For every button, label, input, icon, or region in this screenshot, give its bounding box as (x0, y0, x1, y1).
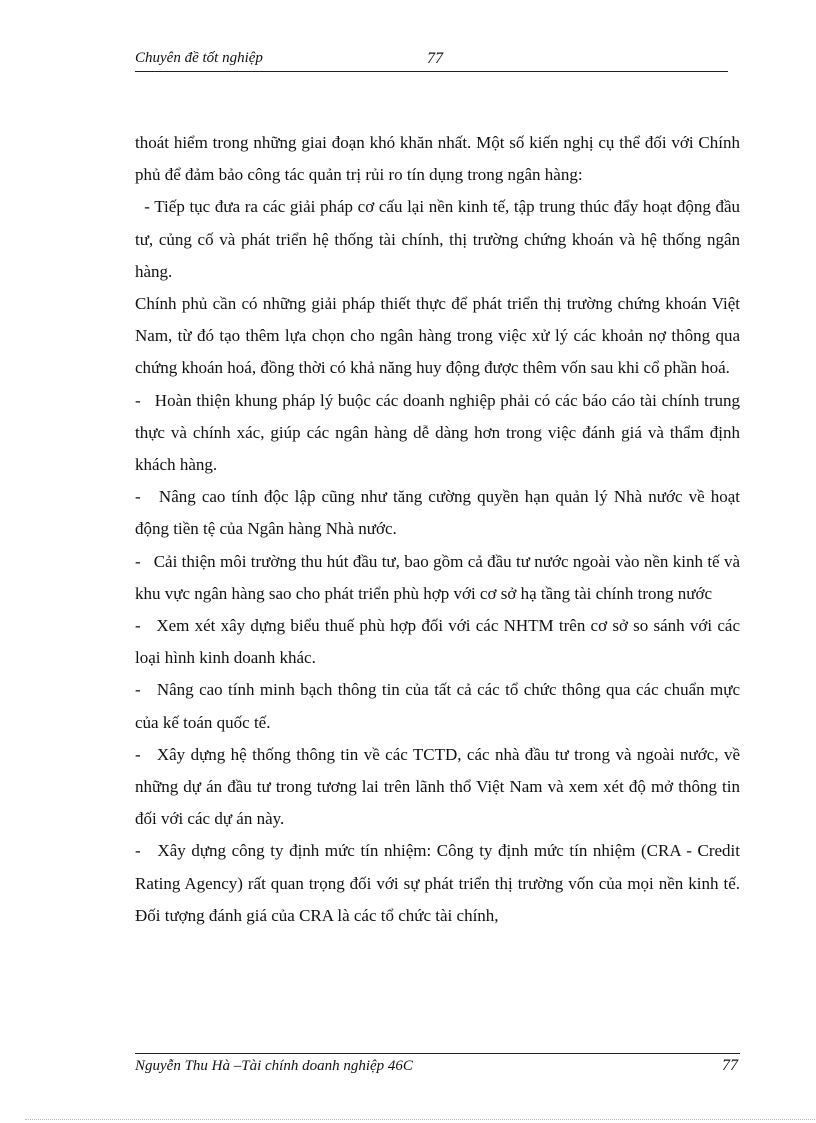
body-text (135, 127, 745, 932)
header-page-number: 77 (427, 50, 443, 67)
footer-page-number: 77 (722, 1057, 738, 1074)
page-footer (135, 1053, 740, 1080)
paragraph: - Xây dựng hệ thống thông tin về các TCTD, các nhà đầu tư trong và ngoài nước, về những dự án đầu tư trong tương lai trên lãnh thổ Việt Nam và xem xét độ mở thông tin đối với các dự án này. (135, 744, 745, 829)
paragraph: - Hoàn thiện khung pháp lý buộc các doanh nghiệp phải có các báo cáo tài chính trung thực và chính xác, giúp các ngân hàng dễ dàng hơn trong việc đánh giá và thẩm định khách hàng. (135, 390, 745, 475)
paragraph: - Nâng cao tính độc lập cũng như tăng cường quyền hạn quản lý Nhà nước về hoạt động tiền tệ của Ngân hàng Nhà nước. (135, 487, 745, 539)
paragraph: - Xem xét xây dựng biểu thuế phù hợp đối với các NHTM trên cơ sở so sánh với các loại hình kinh doanh khác. (135, 616, 745, 668)
paragraph: - Nâng cao tính minh bạch thông tin của tất cả các tổ chức thông qua các chuẩn mực của kế toán quốc tế. (135, 680, 745, 732)
header-title: Chuyên đề tốt nghiệp (135, 50, 263, 66)
footer-author: Nguyễn Thu Hà –Tài chính doanh nghiệp 46C (135, 1058, 413, 1074)
paragraph: - Tiếp tục đưa ra các giải pháp cơ cấu lại nền kinh tế, tập trung thúc đẩy hoạt động đầu tư, củng cố và phát triển hệ thống tài chính, thị trường chứng khoán và hệ thống ngân hàng. (135, 197, 745, 281)
page-header (135, 49, 728, 72)
paragraph: - Cải thiện môi trường thu hút đầu tư, bao gồm cả đầu tư nước ngoài vào nền kinh tế và khu vực ngân hàng sao cho phát triển phù hợp với cơ sở hạ tầng tài chính trong nước (135, 551, 745, 603)
page-edge-divider (25, 1119, 815, 1120)
paragraph: - Xây dựng công ty định mức tín nhiệm: Công ty định mức tín nhiệm (CRA - Credit Rating Agency) rất quan trọng đối với sự phát triển thị trường vốn của mọi nền kinh tế. Đối tượng đánh giá của CRA là các tổ chức tài chính, (135, 841, 745, 925)
paragraph: Chính phủ cần có những giải pháp thiết thực để phát triển thị trường chứng khoán Việt Nam, từ đó tạo thêm lựa chọn cho ngân hàng trong việc xử lý các khoản nợ thông qua chứng khoán hoá, đồng thời có khả năng huy động được thêm vốn sau khi cổ phần hoá. (135, 294, 740, 378)
paragraph: thoát hiểm trong những giai đoạn khó khăn nhất. Một số kiến nghị cụ thể đối với Chính phủ để đảm bảo công tác quản trị rủi ro tín dụng trong ngân hàng: (135, 133, 740, 185)
